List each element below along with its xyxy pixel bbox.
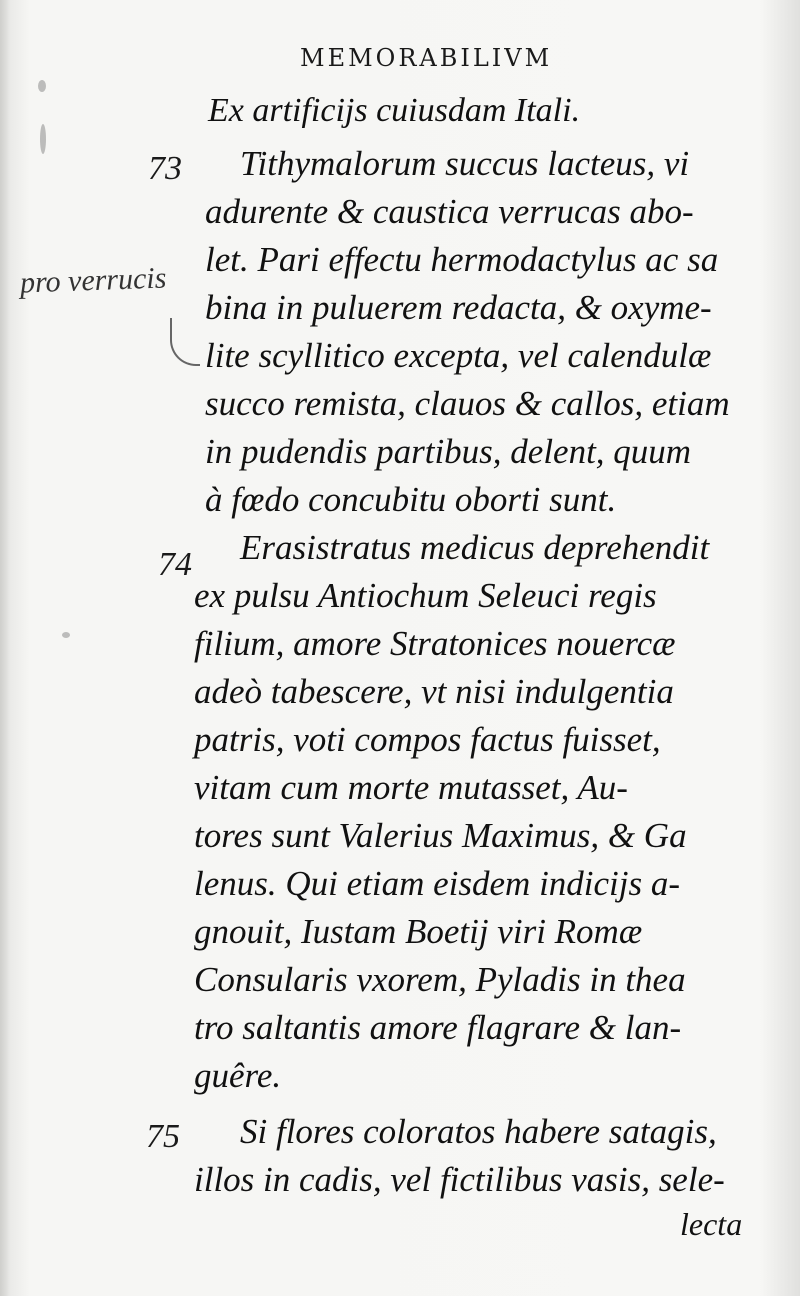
entry-line: Consularis vxorem, Pyladis in thea bbox=[194, 960, 686, 999]
entry-line: succo remista, clauos & callos, etiam bbox=[205, 384, 730, 423]
entry-line: gnouit, Iustam Boetij viri Romæ bbox=[194, 912, 643, 951]
entry-number: 75 bbox=[146, 1118, 180, 1155]
catchword: lecta bbox=[680, 1206, 743, 1242]
entry-line: tro saltantis amore flagrare & lan- bbox=[194, 1008, 682, 1047]
entry-line: lenus. Qui etiam eisdem indicijs a- bbox=[194, 864, 681, 903]
entry-line: bina in puluerem redacta, & oxyme- bbox=[205, 288, 712, 327]
entry-line: filium, amore Stratonices nouercæ bbox=[194, 624, 676, 663]
ink-spot bbox=[40, 124, 46, 154]
entry-line: adeò tabescere, vt nisi indulgentia bbox=[194, 672, 674, 711]
entry-line: lite scyllitico excepta, vel calendulæ bbox=[205, 336, 712, 375]
entry-number: 73 bbox=[148, 150, 182, 187]
entry-line: let. Pari effectu hermodactylus ac sa bbox=[205, 240, 719, 279]
ink-spot bbox=[38, 80, 46, 92]
entry-line: adurente & caustica verrucas abo- bbox=[205, 192, 694, 231]
entry-line: illos in cadis, vel fictilibus vasis, sele- bbox=[194, 1160, 725, 1199]
entry-line: in pudendis partibus, delent, quum bbox=[205, 432, 692, 471]
entry-number: 74 bbox=[158, 546, 192, 583]
margin-bracket-mark bbox=[170, 318, 200, 366]
handwritten-margin-note: pro verrucis bbox=[19, 261, 167, 300]
entry-line: vitam cum morte mutasset, Au- bbox=[194, 768, 628, 807]
section-subhead: Ex artificijs cuiusdam Itali. bbox=[208, 92, 581, 129]
entry-line: à fœdo concubitu oborti sunt. bbox=[205, 480, 617, 519]
entry-line: ex pulsu Antiochum Seleuci regis bbox=[194, 576, 657, 615]
entry-line: Tithymalorum succus lacteus, vi bbox=[240, 144, 690, 183]
entry-line: tores sunt Valerius Maximus, & Ga bbox=[194, 816, 687, 855]
ink-spot bbox=[62, 632, 70, 638]
entry-line: Si flores coloratos habere satagis, bbox=[240, 1112, 717, 1151]
page-gutter-shadow bbox=[0, 0, 10, 1296]
entry-line: guêre. bbox=[194, 1056, 282, 1095]
entry-line: patris, voti compos factus fuisset, bbox=[194, 720, 661, 759]
entry-line: Erasistratus medicus deprehendit bbox=[240, 528, 710, 567]
running-head: MEMORABILIVM bbox=[300, 44, 553, 72]
